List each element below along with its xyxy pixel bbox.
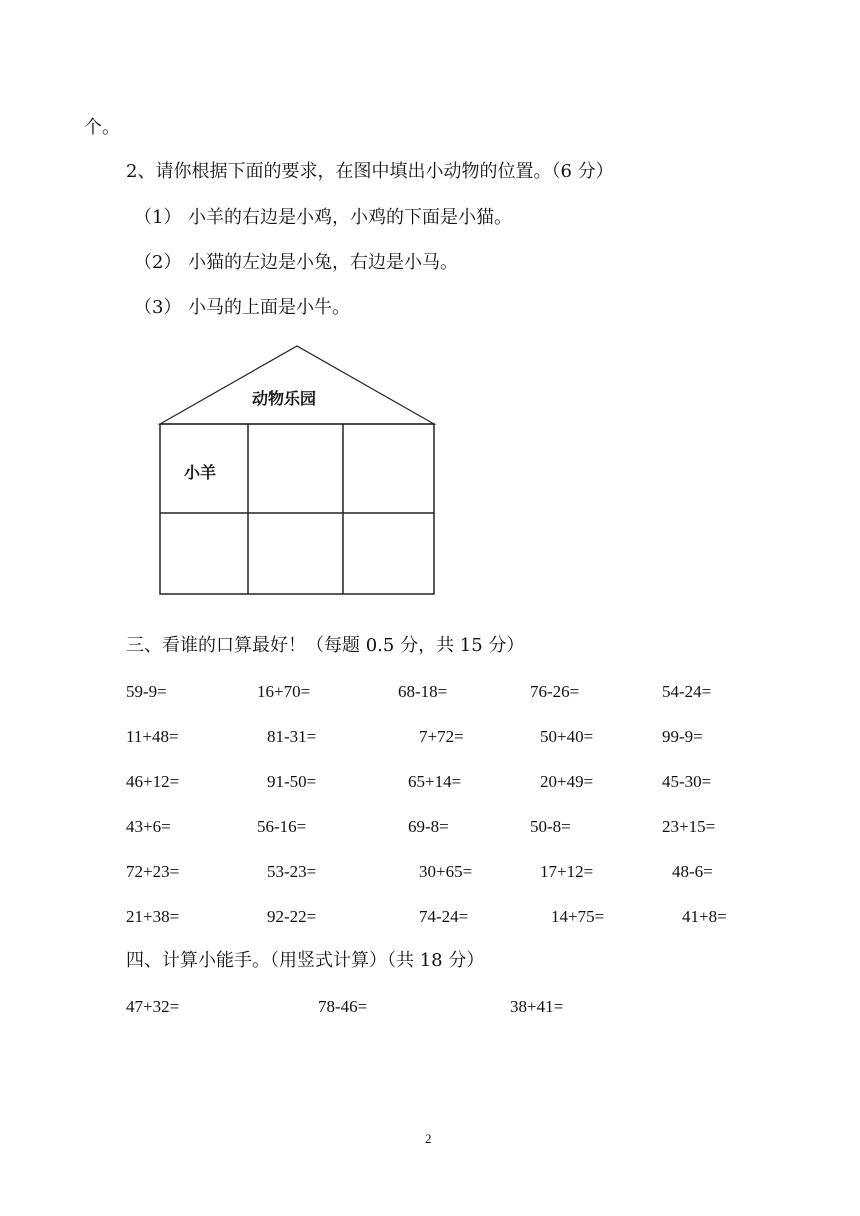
vertical-calc-problem: 47+32= [126,997,180,1016]
q2-item-1-text: 小羊的右边是小鸡，小鸡的下面是小猫。 [188,207,512,228]
oral-problem: 72+23= [126,862,180,881]
oral-problem: 56-16= [257,817,307,836]
animal-park-diagram [156,342,440,602]
oral-problem: 53-23= [267,862,317,881]
oral-problem: 92-22= [267,907,317,926]
oral-problem: 99-9= [662,727,703,746]
oral-problem: 69-8= [408,817,449,836]
oral-problem: 65+14= [408,772,462,791]
oral-problem: 45-30= [662,772,712,791]
oral-problem: 17+12= [540,862,594,881]
roof-label: 动物乐园 [252,389,317,408]
oral-problem: 50-8= [530,817,571,836]
q2-item-2-text: 小猫的左边是小兔，右边是小马。 [188,252,458,273]
house-roof [160,346,434,424]
oral-problem: 43+6= [126,817,171,836]
oral-problem: 48-6= [672,862,713,881]
oral-problem: 91-50= [267,772,317,791]
oral-problem: 59-9= [126,682,167,701]
oral-problem: 20+49= [540,772,594,791]
oral-problem: 74-24= [419,907,469,926]
q2-item-2-number: （2） [134,252,182,273]
q2-item-3-text: 小马的上面是小牛。 [188,297,350,318]
oral-problem: 11+48= [126,727,179,746]
question-2-title: 2、请你根据下面的要求，在图中填出小动物的位置。（6 分） [126,161,614,182]
continued-text: 个。 [84,117,120,138]
oral-problem: 7+72= [419,727,464,746]
oral-problem: 68-18= [398,682,448,701]
oral-problem: 46+12= [126,772,180,791]
oral-problem: 14+75= [551,907,605,926]
oral-problem: 50+40= [540,727,594,746]
q2-item-3-number: （3） [134,297,182,318]
vertical-calc-problem: 78-46= [318,997,368,1016]
grid-border [160,424,434,594]
oral-problem: 23+15= [662,817,716,836]
section-3-title: 三、看谁的口算最好！（每题 0.5 分，共 15 分） [126,635,525,656]
q2-item-1-number: （1） [134,207,182,228]
oral-problem: 41+8= [682,907,727,926]
section-4-title: 四、计算小能手。（用竖式计算）（共 18 分） [126,950,485,971]
page-number: 2 [425,1131,432,1146]
oral-problem: 54-24= [662,682,712,701]
oral-problem: 76-26= [530,682,580,701]
vertical-calc-problem: 38+41= [510,997,564,1016]
cell-label-sheep: 小羊 [184,463,217,482]
oral-problem: 81-31= [267,727,317,746]
oral-problem: 30+65= [419,862,473,881]
oral-problem: 21+38= [126,907,180,926]
oral-problem: 16+70= [257,682,311,701]
